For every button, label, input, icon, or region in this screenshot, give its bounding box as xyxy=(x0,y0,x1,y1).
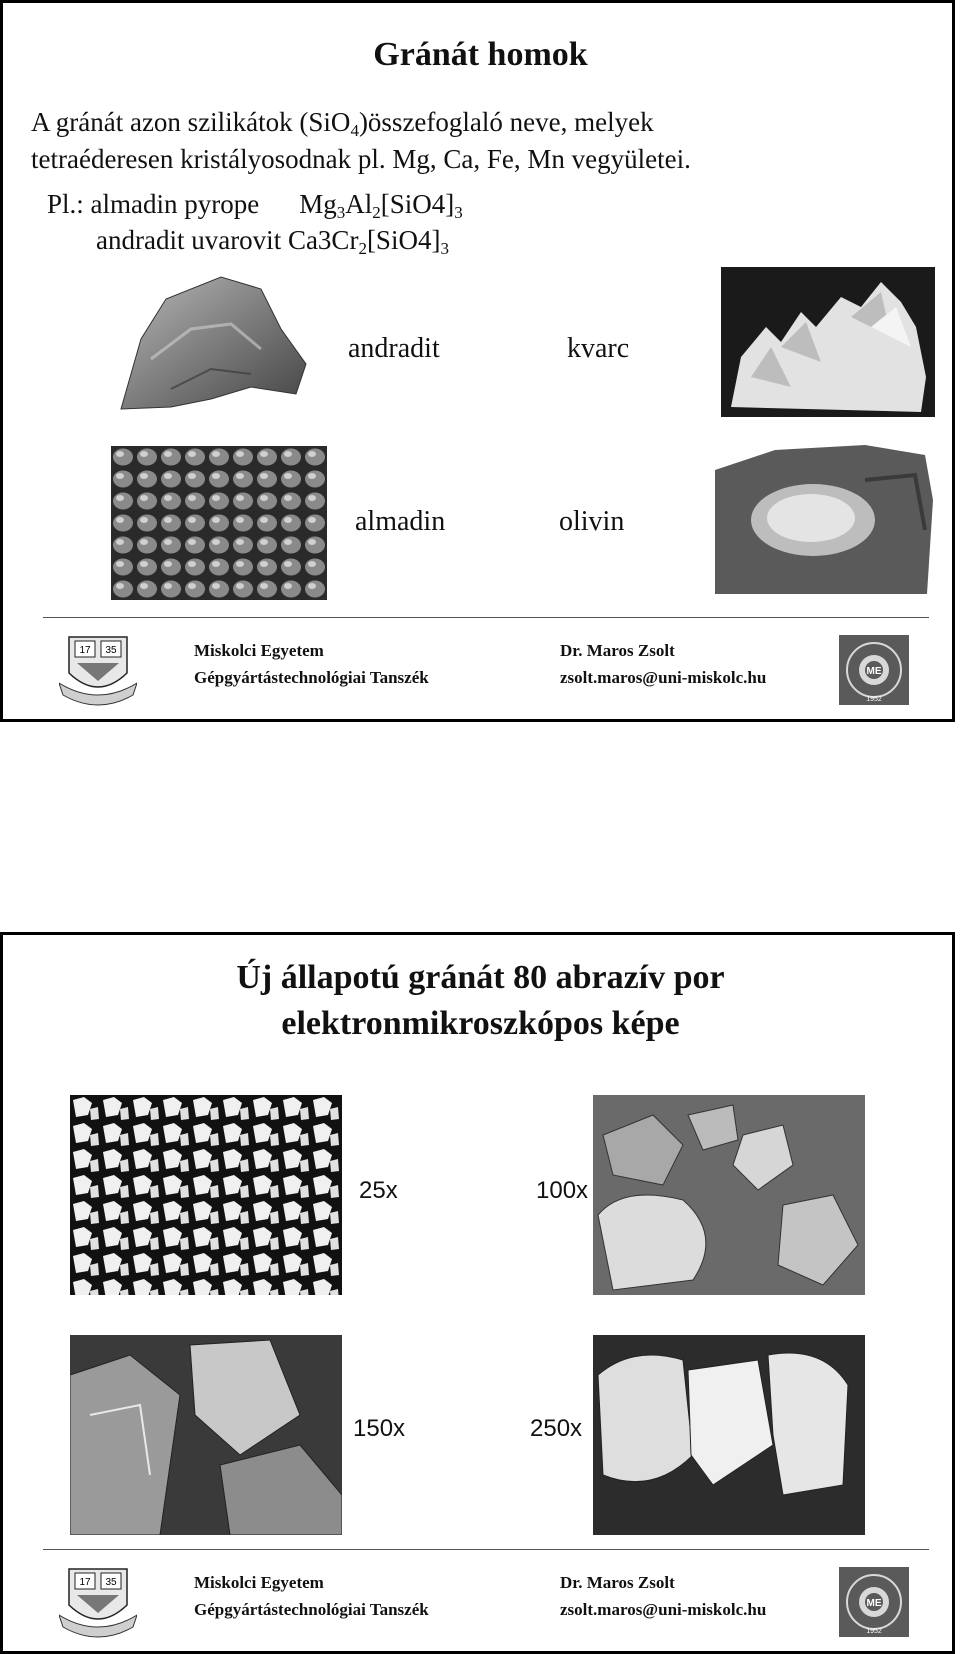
label-almadin: almadin xyxy=(355,506,446,537)
svg-text:35: 35 xyxy=(105,645,117,656)
sem-150x-image xyxy=(70,1335,342,1535)
label-andradit: andradit xyxy=(348,333,440,364)
svg-text:17: 17 xyxy=(79,1577,91,1588)
footer-university: Miskolci Egyetem xyxy=(194,641,324,660)
sem-25x-image xyxy=(70,1095,342,1295)
footer-right xyxy=(560,637,766,691)
mag-label-250x: 250x xyxy=(530,1415,583,1442)
svg-text:1952: 1952 xyxy=(866,696,882,703)
mag-label-25x: 25x xyxy=(359,1177,398,1204)
slide-title: Gránát homok xyxy=(373,36,588,73)
intro-paragraph xyxy=(31,104,931,178)
university-seal-logo xyxy=(59,633,137,707)
footer-author: Dr. Maros Zsolt xyxy=(560,1573,675,1592)
kvarc-photo xyxy=(721,267,935,417)
footer-right xyxy=(560,1569,766,1623)
slide-2-title xyxy=(3,955,958,1047)
intro-line-2: tetraéderesen kristályosodnak pl. Mg, Ca, Fe, Mn vegyületei. xyxy=(31,144,691,174)
slide-2-title-line-2: elektronmikroszkópos képe xyxy=(281,1005,680,1042)
slide-1 xyxy=(0,0,955,722)
mag-label-100x: 100x xyxy=(536,1177,589,1204)
footer-department: Gépgyártástechnológiai Tanszék xyxy=(194,1600,429,1619)
footer-left xyxy=(194,1569,429,1623)
footer-university: Miskolci Egyetem xyxy=(194,1573,324,1592)
footer-email: zsolt.maros@uni-miskolc.hu xyxy=(560,668,767,687)
svg-text:ME: ME xyxy=(866,666,882,677)
sem-250x-image xyxy=(593,1335,865,1535)
sem-100x-image xyxy=(593,1095,865,1295)
intro-line-1: A gránát azon szilikátok (SiO$_4$)összefoglaló neve, melyek xyxy=(31,107,654,140)
footer-left xyxy=(194,637,429,691)
svg-text:35: 35 xyxy=(105,1577,117,1588)
footer-email: zsolt.maros@uni-miskolc.hu xyxy=(560,1600,767,1619)
slide-2 xyxy=(0,932,955,1654)
footer-divider xyxy=(43,1549,929,1550)
label-kvarc: kvarc xyxy=(567,333,630,364)
mag-label-150x: 150x xyxy=(353,1415,406,1442)
footer-department: Gépgyártástechnológiai Tanszék xyxy=(194,668,429,687)
svg-text:ME: ME xyxy=(866,1598,882,1609)
olivin-photo xyxy=(715,440,933,594)
svg-text:17: 17 xyxy=(79,645,91,656)
example-formula-1: Pl.: almadin pyrope $Mg_3Al_2[SiO4]_3$ xyxy=(47,189,463,222)
department-logo xyxy=(839,635,909,705)
label-olivin: olivin xyxy=(559,506,625,537)
footer-divider xyxy=(43,617,929,618)
department-logo xyxy=(839,1567,909,1637)
svg-text:1952: 1952 xyxy=(866,1628,882,1635)
andradit-photo xyxy=(111,269,311,415)
university-seal-logo xyxy=(59,1565,137,1639)
footer-author: Dr. Maros Zsolt xyxy=(560,641,675,660)
slide-2-title-line-1: Új állapotú gránát 80 abrazív por xyxy=(236,959,725,996)
example-formula-2: andradit uvarovit $Ca3Cr_2[SiO4]_3$ xyxy=(96,225,449,258)
almadin-photo xyxy=(111,446,327,600)
